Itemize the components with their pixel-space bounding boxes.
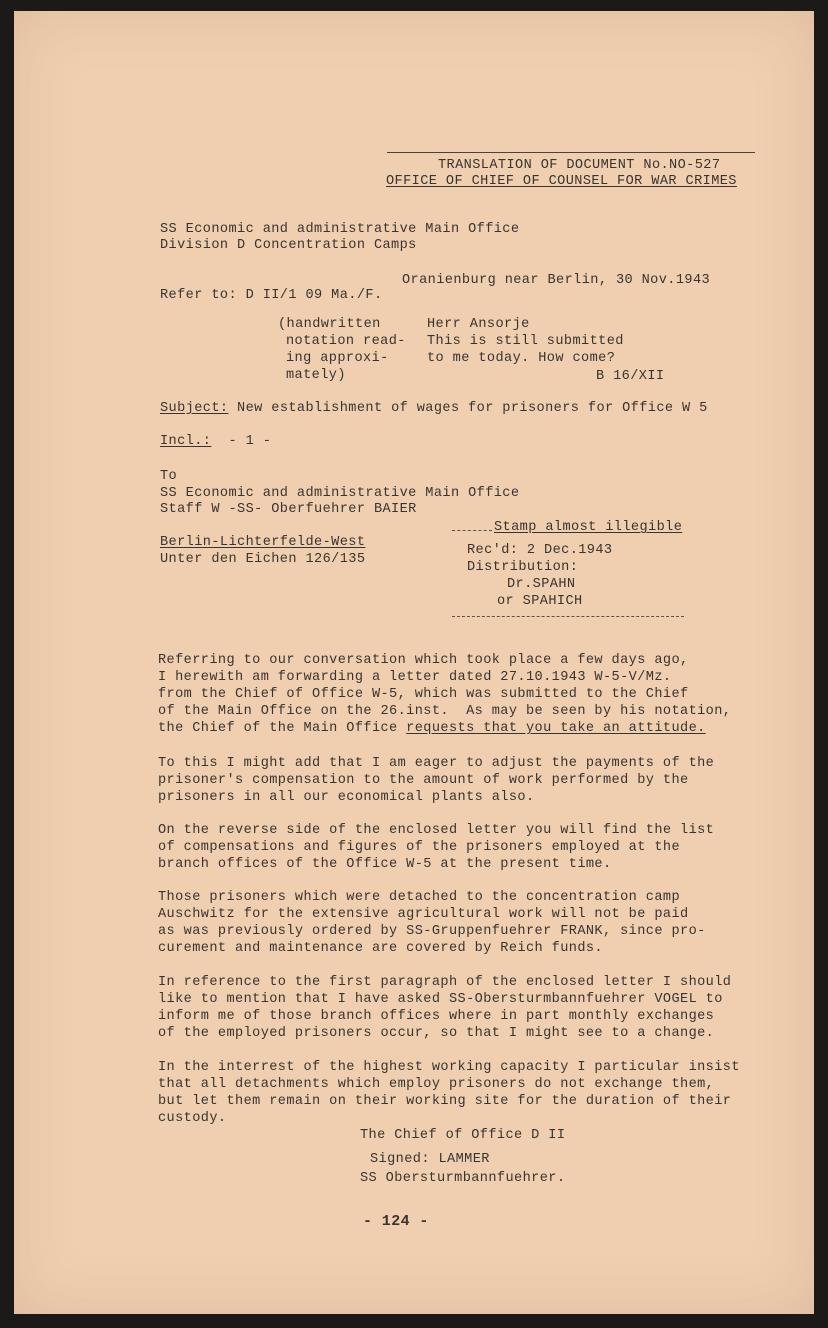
stamp-bottom-rule <box>452 616 684 617</box>
paragraph-1 <box>158 652 731 737</box>
recipient-line-2: Staff W -SS- Oberfuehrer BAIER <box>160 502 417 517</box>
stamp-name-1: Dr.SPAHN <box>507 577 576 592</box>
handwritten-label-1: (handwritten <box>278 317 381 332</box>
recipient-city: Berlin-Lichterfelde-West <box>160 535 366 550</box>
paragraph-1-text: Referring to our conversation which took place a few days ago, I herewith am forwarding a letter dated 27.10.1943 W-5-V/Mz. from the Chief of Office W-5, which was submitted to the Chief of the Main Office on the 26.inst. As may be seen by his notation, the Chief of the Main Office <box>158 653 732 736</box>
header-top-rule <box>387 152 755 153</box>
sender-line-2: Division D Concentration Camps <box>160 238 417 253</box>
handwritten-ref: B 16/XII <box>596 369 665 384</box>
handwritten-label-2: notation read- <box>286 334 406 349</box>
paragraph-5: In reference to the first paragraph of the enclosed letter I should like to mention that I have asked SS-Obersturmbannfuehrer VOGEL to inform me of those branch offices where in part monthly exchanges of the employed prisoners occur, so that I might see to a change. <box>158 975 732 1041</box>
sender-line-1: SS Economic and administrative Main Office <box>160 222 520 237</box>
refer-line: Refer to: D II/1 09 Ma./F. <box>160 288 383 303</box>
paragraph-3: On the reverse side of the enclosed letter you will find the list of compensations and figures of the prisoners employed at the branch offices of the Office W-5 at the present time. <box>158 823 715 872</box>
stamp-title: Stamp almost illegible <box>494 520 683 535</box>
paragraph-2: To this I might add that I am eager to adjust the payments of the prisoner's compensation to the amount of work performed by the prisoners in all our economical plants also. <box>158 756 715 805</box>
handwritten-label-3: ing approxi- <box>286 351 389 366</box>
paragraph-6: In the interrest of the highest working capacity I particular insist that all detachments which employ prisoners do not exchange them, but let them remain on their working site for the duration of their custody. <box>158 1060 740 1126</box>
handwritten-text-1: Herr Ansorje <box>427 317 530 332</box>
signature-line-3: SS Obersturmbannfuehrer. <box>360 1171 566 1186</box>
subject-line <box>160 400 708 417</box>
paragraph-4: Those prisoners which were detached to the concentration camp Auschwitz for the extensive agricultural work will not be paid as was previously ordered by SS-Gruppenfuehrer FRANK, since pro- curement and maintenance are covered by Reich funds. <box>158 890 706 956</box>
handwritten-label-4: mately) <box>286 368 346 383</box>
recipient-street: Unter den Eichen 126/135 <box>160 552 366 567</box>
signature-line-1: The Chief of Office D II <box>360 1128 566 1143</box>
stamp-received: Rec'd: 2 Dec.1943 <box>467 543 613 558</box>
header-office-line: OFFICE OF CHIEF OF COUNSEL FOR WAR CRIMES <box>386 174 737 189</box>
paragraph-1-underlined: requests that you take an attitude. <box>406 721 706 736</box>
stamp-name-2: or SPAHICH <box>497 594 583 609</box>
signature-line-2: Signed: LAMMER <box>370 1152 490 1167</box>
handwritten-text-2: This is still submitted <box>427 334 624 349</box>
document-page <box>14 11 814 1314</box>
handwritten-text-3: to me today. How come? <box>427 351 616 366</box>
recipient-to: To <box>160 469 178 484</box>
incl-label: Incl.: <box>160 434 212 449</box>
place-date: Oranienburg near Berlin, 30 Nov.1943 <box>402 273 711 288</box>
incl-line <box>160 433 271 450</box>
header-translation-line: TRANSLATION OF DOCUMENT No.NO-527 <box>438 158 721 173</box>
subject-label: Subject: <box>160 401 229 416</box>
incl-text: - 1 - <box>211 434 272 449</box>
subject-text: New establishment of wages for prisoners for Office W 5 <box>228 401 708 416</box>
recipient-line-1: SS Economic and administrative Main Office <box>160 486 520 501</box>
stamp-distribution: Distribution: <box>467 560 579 575</box>
stamp-top-rule <box>452 530 492 531</box>
page-number: - 124 - <box>363 1213 429 1230</box>
